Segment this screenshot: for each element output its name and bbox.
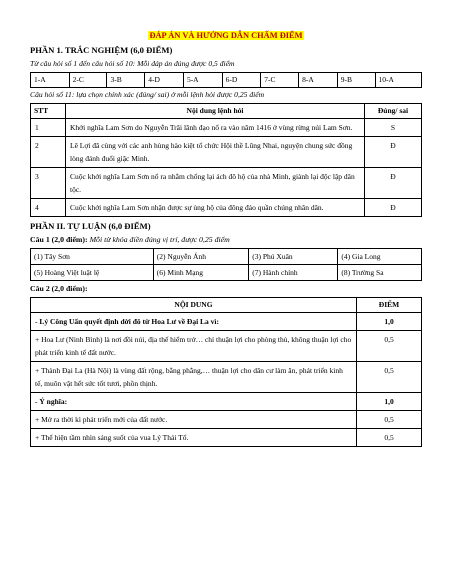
table-row xyxy=(31,362,422,393)
content-cell: - Lý Công Uẩn quyết định dời đô từ Hoa Lư về Đại La vì: xyxy=(31,313,357,331)
table-row xyxy=(31,119,422,137)
stt-cell: 2 xyxy=(31,137,66,168)
answer-cell: 8-A xyxy=(299,73,338,88)
content-cell: - Ý nghĩa: xyxy=(31,393,357,411)
answer-cell: 9-B xyxy=(337,73,375,88)
content-cell: + Thể hiện tầm nhìn sáng suốt của vua Lý Thái Tổ. xyxy=(31,429,357,447)
content-cell: Cuộc khởi nghĩa Lam Sơn nhận được sự ủng hộ của đông đảo quần chúng nhân dân. xyxy=(66,199,365,217)
table-row xyxy=(31,313,422,331)
answer-cell: 10-A xyxy=(375,73,421,88)
keyword-cell: (1) Tây Sơn xyxy=(31,249,154,265)
points-cell: 1,0 xyxy=(357,393,422,411)
answer-cell: Đ xyxy=(365,137,422,168)
content-cell: + Hoa Lư (Ninh Bình) là nơi đồi núi, địa thế hiểm trở… chỉ thuận lợi cho phòng thủ, không thuận lợi cho phát triển kinh tế đất nước. xyxy=(31,331,357,362)
points-cell: 0,5 xyxy=(357,331,422,362)
table-row xyxy=(31,168,422,199)
keyword-cell: (8) Trường Sa xyxy=(338,265,422,281)
essay-rubric-table xyxy=(30,297,422,447)
col-header-content: Nội dung lệnh hỏi xyxy=(66,104,365,119)
points-cell: 1,0 xyxy=(357,313,422,331)
content-cell: Cuộc khởi nghĩa Lam Sơn nổ ra nhằm chống lại ách đô hộ của nhà Minh, giành lại độc lập dân tộc. xyxy=(66,168,365,199)
table-row xyxy=(31,411,422,429)
table-row xyxy=(31,331,422,362)
points-cell: 0,5 xyxy=(357,429,422,447)
table-header-row xyxy=(31,298,422,313)
table-row xyxy=(31,137,422,168)
multiple-choice-answers-table xyxy=(30,72,422,88)
table-row xyxy=(31,265,422,281)
col-header-points: ĐIỂM xyxy=(357,298,422,313)
answer-cell: 3-B xyxy=(107,73,145,88)
content-cell: + Thành Đại La (Hà Nội) là vùng đất rộng, bằng phẳng,… thuận lợi cho dân cư làm ăn, phát triển kinh tế, muôn vật hết sức tốt tươi, phồn thịnh. xyxy=(31,362,357,393)
table-row xyxy=(31,199,422,217)
keyword-cell: (5) Hoàng Việt luật lệ xyxy=(31,265,154,281)
content-cell: + Mở ra thời kì phát triển mới của đất nước. xyxy=(31,411,357,429)
table-row xyxy=(31,73,422,88)
answer-cell: 1-A xyxy=(31,73,70,88)
table-header-row xyxy=(31,104,422,119)
answer-cell: 6-D xyxy=(222,73,261,88)
answer-cell: 7-C xyxy=(261,73,299,88)
keyword-cell: (7) Hành chính xyxy=(249,265,338,281)
question2-label: Câu 2 (2,0 điểm): xyxy=(30,284,88,293)
part2-heading: PHẦN II. TỰ LUẬN (6,0 ĐIỂM) xyxy=(30,221,151,231)
points-cell: 0,5 xyxy=(357,411,422,429)
table-row xyxy=(31,429,422,447)
stt-cell: 3 xyxy=(31,168,66,199)
keyword-cell: (3) Phú Xuân xyxy=(249,249,338,265)
stt-cell: 1 xyxy=(31,119,66,137)
keyword-cell: (2) Nguyễn Ánh xyxy=(153,249,248,265)
question1-label: Câu 1 (2,0 điểm): Mỗi từ khóa điền đúng vị trí, được 0,25 điểm xyxy=(30,235,230,244)
answer-cell: Đ xyxy=(365,168,422,199)
points-cell: 0,5 xyxy=(357,362,422,393)
stt-cell: 4 xyxy=(31,199,66,217)
part1-heading: PHẦN 1. TRẮC NGHIỆM (6,0 ĐIỂM) xyxy=(30,45,173,55)
answer-cell: 4-D xyxy=(145,73,184,88)
answer-cell: Đ xyxy=(365,199,422,217)
answer-cell: S xyxy=(365,119,422,137)
true-false-table xyxy=(30,103,422,217)
col-header-answer: Đúng/ sai xyxy=(365,104,422,119)
content-cell: Khởi nghĩa Lam Sơn do Nguyễn Trãi lãnh đạo nổ ra vào năm 1416 ở vùng rừng núi Lam Sơn. xyxy=(66,119,365,137)
keywords-table xyxy=(30,248,422,281)
part1-note-mc: Từ câu hỏi số 1 đến câu hỏi số 10: Mỗi đáp án đúng được 0,5 điểm xyxy=(30,59,235,68)
content-cell: Lê Lợi đã cùng với các anh hùng hào kiệt tổ chức Hội thề Lũng Nhai, nguyện chung sức đồng lòng đánh đuổi giặc Minh. xyxy=(66,137,365,168)
col-header-stt: STT xyxy=(31,104,66,119)
answer-cell: 2-C xyxy=(69,73,107,88)
keyword-cell: (4) Gia Long xyxy=(338,249,422,265)
keyword-cell: (6) Minh Mạng xyxy=(153,265,248,281)
col-header-content: NỘI DUNG xyxy=(31,298,357,313)
part1-note-tf: Câu hỏi số 11: lựa chọn chính xác (đúng/ sai) ở mỗi lệnh hỏi được 0,25 điểm xyxy=(30,90,265,99)
table-row xyxy=(31,249,422,265)
answer-cell: 5-A xyxy=(183,73,222,88)
table-row xyxy=(31,393,422,411)
page-title: ĐÁP ÁN VÀ HƯỚNG DẪN CHẤM ĐIỂM xyxy=(149,31,303,40)
